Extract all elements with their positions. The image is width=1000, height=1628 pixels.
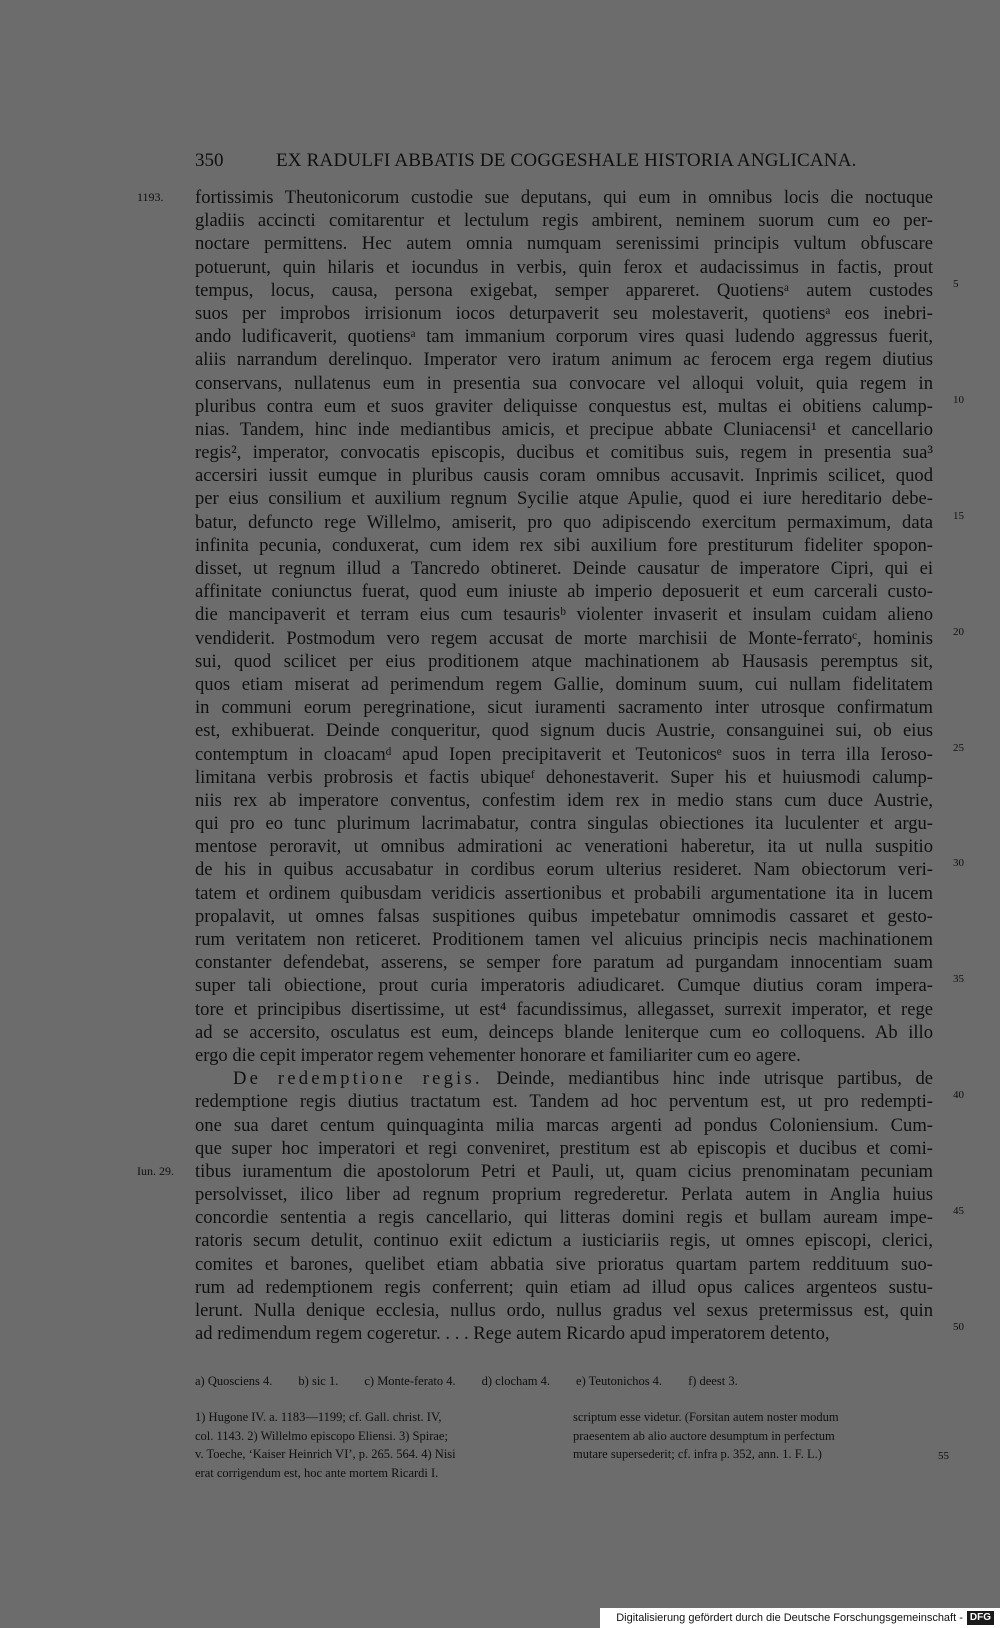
text-line-content: redemptione regis diutius tractatum est. Tandem ad hoc perventum est, ut pro redempti-	[195, 1091, 933, 1113]
text-line	[195, 812, 933, 835]
text-line	[195, 951, 933, 974]
text-line-content: gladiis accincti comitarentur et lectulum regis ambirent, neminem suorum cum eo per-	[195, 210, 933, 232]
text-line	[137, 186, 933, 209]
margin-year: 1193.	[137, 190, 164, 204]
text-line	[195, 835, 933, 858]
text-line-content: fortissimis Theutonicorum custodie sue deputans, qui eum in omnibus locis die noctuque	[195, 187, 933, 208]
text-line	[195, 441, 933, 464]
text-line	[195, 1321, 964, 1345]
variant-note: a) Quosciens 4.	[195, 1374, 273, 1388]
text-line-content: in communi eorum peregrinatione, sicut iuramenti sacramento inter utrosque confirmatum	[195, 697, 933, 719]
text-line	[195, 325, 933, 348]
text-line-content: ergo die cepit imperator regem vehementer honorare et familiariter cum eo agere.	[195, 1044, 801, 1066]
text-line-content: tempus, locus, causa, persona exigebat, semper appareret. Quotiensᵃ autem custodes	[195, 279, 933, 301]
footnote-line: scriptum esse videtur. (Forsitan autem noster modum	[573, 1410, 839, 1424]
variant-note: b) sic 1.	[298, 1374, 339, 1388]
text-line	[195, 882, 933, 905]
text-line	[195, 232, 933, 255]
text-line-content: niis rex ab imperatore conventus, confestim idem rex in medio stans cum duce Austrie,	[195, 789, 933, 811]
text-line-content: noctare permittens. Hec autem omnia numquam serenissimi principis vultum obfuscare	[195, 233, 933, 255]
text-line	[195, 673, 933, 696]
text-line	[195, 464, 933, 487]
text-line-content: persolvisset, ilico liber ad regnum proprium regrederetur. Perlata autem in Anglia huius	[195, 1184, 933, 1206]
text-line-content: mentose peroravit, ut omnibus admirationi ac venerationi haberetur, ita ut nulla suspitio	[195, 836, 933, 858]
text-line	[195, 650, 933, 673]
text-line	[195, 1253, 933, 1276]
text-line-content: contemptum in cloacamᵈ apud Iopen precipitaverit et Teutonicosᵉ suos in terra illa Ieroso-	[195, 743, 933, 765]
text-line	[195, 998, 933, 1021]
footnote-line: praesentem ab alio auctore desumptum in perfectum	[573, 1428, 835, 1443]
line-number: 55	[938, 1450, 949, 1462]
text-line-content: rum veritatem non reticeret. Proditionem tamen vel alicuius principis necis machinationem	[195, 929, 933, 950]
line-number: 5	[953, 277, 959, 290]
text-line	[195, 509, 964, 534]
text-line-content: limitana verbis probrosis et factis ubiqueᶠ dehonestaverit. Super his et huiusmodi calump-	[195, 766, 933, 788]
variant-note: d) clocham 4.	[481, 1374, 551, 1388]
text-line	[195, 741, 964, 766]
footnote-line: mutare supersederit; cf. infra p. 352, ann. 1. F. L.)	[573, 1447, 822, 1461]
text-line	[195, 1229, 933, 1252]
text-line	[195, 393, 964, 418]
footnote-line: col. 1143. 2) Willelmo episcopo Eliensi. 3) Spirae;	[195, 1428, 448, 1443]
text-line	[195, 1021, 933, 1044]
text-line-content: ad redimendum regem cogeretur. . . . Rege autem Ricardo apud imperatorem detento,	[195, 1323, 830, 1345]
text-line	[195, 487, 933, 510]
text-line	[195, 1044, 933, 1067]
page-number: 350	[195, 150, 224, 171]
text-line	[195, 1114, 933, 1137]
text-line-content: ad se accersito, osculatus est eum, deinceps blande leniterque cum eo colloquens. Ab illo	[195, 1021, 933, 1043]
text-line-content: propalavit, ut omnes falsas suspitiones quibus impetebatur omnimodis cassaret et gesto-	[195, 905, 933, 927]
text-line	[195, 1276, 933, 1299]
footnote-line: erat corrigendum est, hoc ante mortem Ricardi I.	[195, 1465, 439, 1480]
dfg-logo: DFG	[967, 1611, 994, 1625]
text-line-content: batur, defuncto rege Willelmo, amiserit, pro quo adipiscendo exercitum permaximum, data	[195, 511, 933, 533]
text-line	[195, 857, 964, 881]
text-line	[195, 905, 933, 928]
line-number: 50	[953, 1321, 964, 1334]
footer-credit-bar	[600, 1608, 1000, 1628]
text-line	[195, 256, 933, 279]
line-number: 45	[953, 1205, 964, 1218]
text-line	[195, 1183, 933, 1206]
line-number: 10	[953, 393, 964, 406]
variant-note: c) Monte-ferato 4.	[364, 1374, 456, 1388]
text-line-content: Deinde, mediantibus hinc inde utrisque partibus, de	[496, 1068, 934, 1090]
text-line	[195, 209, 933, 232]
text-line-content: potuerunt, quin hilaris et iocundus in verbis, quin ferox et audacissimus in factis, prout	[195, 256, 933, 278]
text-line-content: accersiri iussit eumque in pluribus causis coram omnibus accusavit. Inprimis scilicet, quod	[195, 465, 933, 487]
variant-note: f) deest 3.	[688, 1374, 738, 1388]
text-line-content: tatem et ordinem quibusdam veridicis assertionibus et probabili argumentatione ita in lucem	[195, 882, 933, 904]
text-line	[195, 557, 933, 580]
text-line-content: vendiderit. Postmodum vero regem accusat de morte marchisii de Monte-ferratoᶜ, hominis	[195, 627, 933, 649]
text-line-content: super tali obiectione, prout curia imperatoris adiudicaret. Cumque diutius coram impera-	[195, 975, 933, 997]
text-line	[195, 603, 933, 626]
footnotes-left-column	[195, 1408, 550, 1482]
text-line-content: pluribus contra eum et suos graviter deliquisse conquestus est, multas ei obitiens calump-	[195, 395, 933, 417]
text-line-content: nias. Tandem, hinc inde mediantibus amicis, et precipue abbate Cluniacensi¹ et cancellario	[195, 418, 933, 440]
line-number: 15	[953, 509, 964, 522]
text-line	[195, 372, 933, 395]
text-line-content: ando ludificaverit, quotiensᵃ tam immanium corporum vires quasi ludendo aggressus fuerit,	[195, 326, 933, 348]
margin-date: Iun. 29.	[137, 1163, 174, 1178]
text-line-content: ratoris secum detulit, continuo exiit edictum a iusticiariis regis, ut omnes episcopi, clerici,	[195, 1230, 933, 1252]
text-line-content: affinitate coniunctus fuerat, quod eum iniuste ab imperio deposuerit et eum carcerali custo-	[195, 581, 933, 603]
text-line	[137, 1160, 933, 1183]
text-line-content: lerunt. Nulla denique ecclesia, nullus ordo, nullus gradus vel sexus pretermissus est, quin	[195, 1300, 933, 1321]
text-line	[195, 302, 933, 325]
variant-notes	[195, 1374, 764, 1389]
line-number: 40	[953, 1089, 964, 1102]
text-line-content: per eius consilium et auxilium regnum Sycilie atque Apulie, quod ei iure hereditario debe-	[195, 488, 933, 510]
text-line-content: quos etiam miserat ad perimendum regem Gallie, dominum suum, cui nullam fidelitatem	[195, 673, 933, 695]
text-line	[195, 625, 964, 650]
text-line-content: que super hoc imperatori et regi conveniret, prestitum est ab episcopis et ducibus et comi-	[195, 1137, 933, 1159]
text-line	[195, 1067, 933, 1090]
text-line-content: infinita pecunia, conduxerat, cum idem rex sibi auxilium fore prestiturum fideliter spopon-	[195, 534, 933, 556]
text-line-content: one sua daret centum quinquaginta milia marcas argenti ad pondus Coloniensium. Cum-	[195, 1114, 933, 1136]
variant-note: e) Teutonichos 4.	[576, 1374, 663, 1388]
text-line-content: regis², imperator, convocatis episcopis, ducibus et comitibus suis, regem in presentia sua³	[195, 442, 933, 464]
footnote-line: 1) Hugone IV. a. 1183—1199; cf. Gall. christ. IV,	[195, 1410, 442, 1424]
text-line	[195, 789, 933, 812]
text-line	[195, 696, 933, 719]
text-line	[195, 1299, 933, 1322]
page-header	[0, 150, 1000, 174]
text-line	[195, 766, 933, 789]
text-line	[195, 1137, 933, 1160]
text-line	[195, 1089, 964, 1113]
text-line	[195, 928, 933, 951]
text-line-content: de his in quibus accusabatur in cordibus eorum ulterius resideret. Nam obiectorum veri-	[195, 859, 933, 881]
footnote-line: v. Toeche, ‘Kaiser Heinrich VI’, p. 265. 564. 4) Nisi	[195, 1447, 456, 1461]
text-line-content: die mancipaverit et terram eius cum tesaurisᵇ violenter invaserit et insulam cuidam alieno	[195, 604, 933, 626]
text-line-content: constanter defendebat, asserens, se semper fore paratum ad purgandam innocentiam suam	[195, 952, 933, 974]
text-line	[195, 973, 964, 997]
main-text	[137, 186, 964, 1345]
text-line-content: concordie sententia a regis cancellario, qui litteras domini regis et bullam auream impe-	[195, 1207, 933, 1229]
line-number: 35	[953, 973, 964, 986]
running-title: EX RADULFI ABBATIS DE COGGESHALE HISTORIA ANGLICANA.	[276, 150, 857, 171]
text-line-content: comites et barones, quelibet etiam abbatia sive prioratus quartam partem reddituum suo-	[195, 1253, 933, 1275]
text-line-content: est, exhibuerat. Deinde conqueritur, quod signum ducis Austrie, consanguinei sui, ob eius	[195, 720, 933, 742]
text-line	[195, 719, 933, 742]
text-line-content: rum ad redemptionem regis conferrent; quin etiam ad illud opus calices argenteos sustu-	[195, 1276, 933, 1298]
footer-credit: Digitalisierung gefördert durch die Deutsche Forschungsgemeinschaft -	[616, 1612, 963, 1624]
text-line	[195, 534, 933, 557]
text-line-content: tibus iuramentum die apostolorum Petri et Pauli, ut, quam cicius prenominatam pecuniam	[195, 1160, 933, 1182]
text-line-content: qui pro eo tunc plurimum lacrimabatur, contra singulas obiectiones ita luculenter et argu-	[195, 813, 933, 835]
text-line	[195, 418, 933, 441]
text-line-content: sui, quod scilicet per eius proditionem atque machinationem ab Hausasis peremptus sit,	[195, 650, 933, 672]
line-number: 30	[953, 857, 964, 870]
footnotes-right-column	[573, 1408, 928, 1464]
text-line-content: disset, ut regnum illud a Tancredo obtineret. Deinde causatur de imperatore Cipri, qui ei	[195, 558, 933, 579]
line-number: 25	[953, 741, 964, 754]
text-line-content: conservans, nullatenus eum in presentia sua convocare vel alloqui voluit, quia regem in	[195, 372, 933, 394]
text-line-content: aliis narrandum derelinquo. Imperator vero iratum animum ac ferocem erga regem diutius	[195, 349, 933, 371]
text-line-content: tore et principibus disertissime, ut est⁴ facundissimus, allegasset, surrexit imperator, et rege	[195, 998, 933, 1020]
text-line	[195, 1205, 964, 1229]
line-number: 20	[953, 625, 964, 638]
section-heading: De redemptione regis.	[233, 1068, 483, 1090]
text-line	[195, 348, 933, 371]
text-line	[195, 277, 959, 302]
text-line	[195, 580, 933, 603]
text-line-content: suos per improbos irrisionum iocos deturpaverit seu molestaverit, quotiensᵃ eos inebri-	[195, 302, 933, 324]
